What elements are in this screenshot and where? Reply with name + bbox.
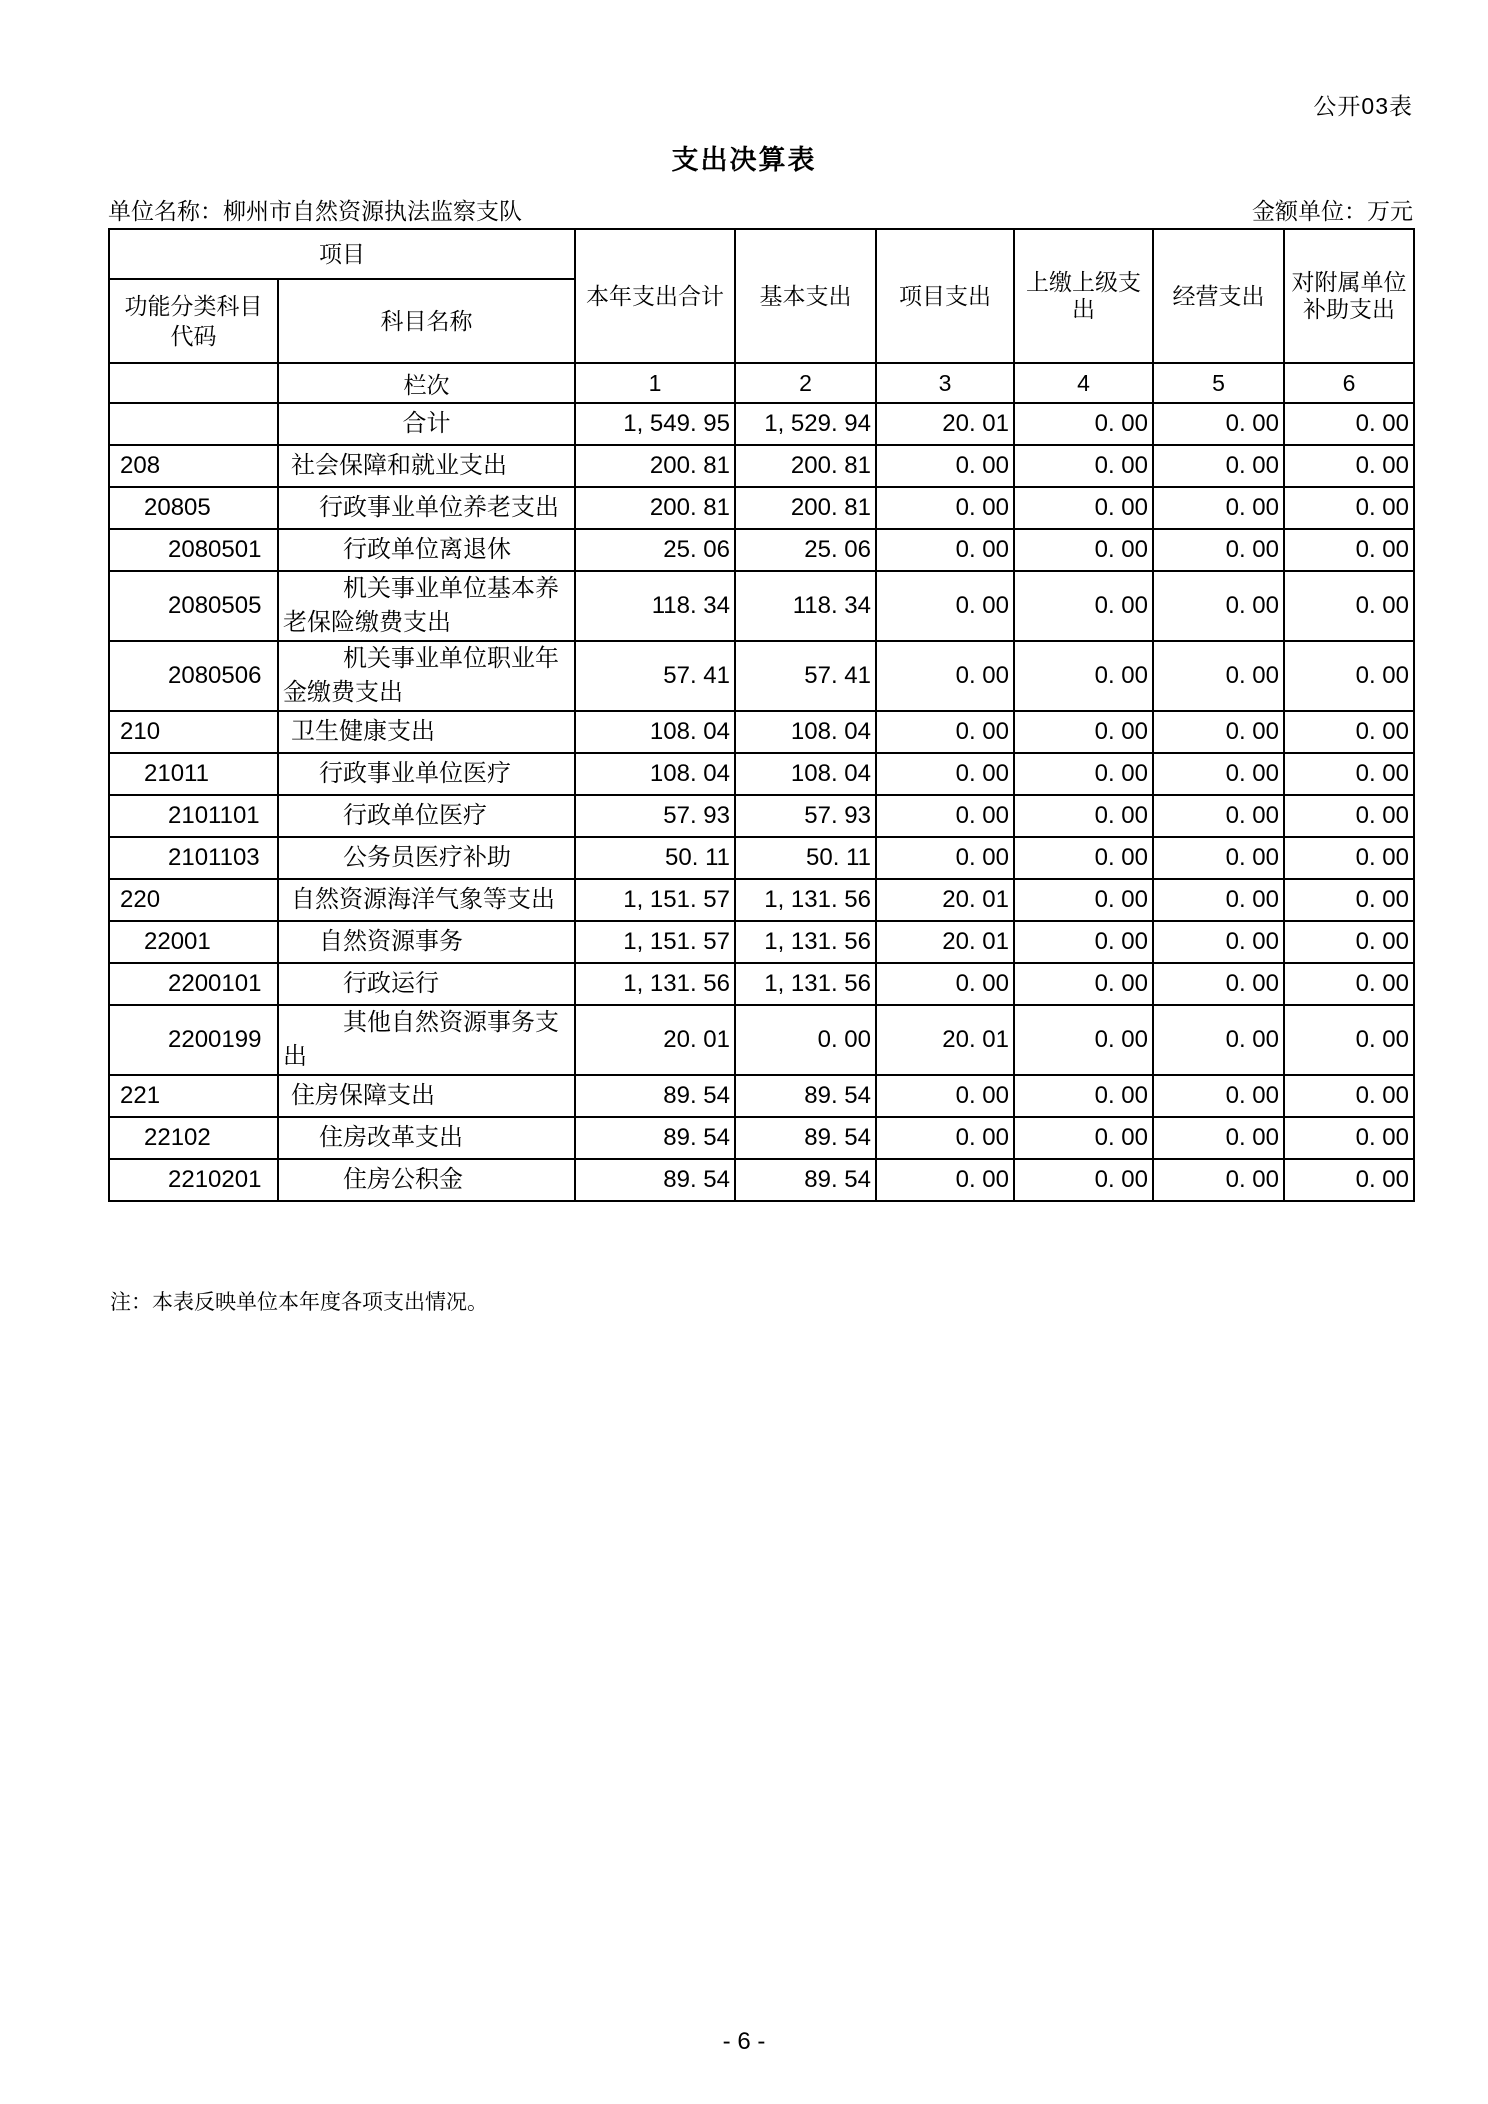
- amount-cell: 57. 93: [735, 795, 876, 837]
- subject-code-cell: 2080501: [109, 529, 278, 571]
- subject-code-cell: 221: [109, 1075, 278, 1117]
- table-row: [109, 753, 1414, 795]
- table-row: [109, 487, 1414, 529]
- amount-cell: 57. 93: [575, 795, 735, 837]
- amount-cell: 0. 00: [1153, 403, 1284, 445]
- amount-cell: 50. 11: [735, 837, 876, 879]
- subject-name-cell: 机关事业单位基本养老保险缴费支出: [278, 571, 575, 641]
- subject-code-cell: 2080506: [109, 641, 278, 711]
- amount-cell: 0. 00: [1014, 879, 1153, 921]
- subject-name-cell: 卫生健康支出: [278, 711, 575, 753]
- table-row: [109, 445, 1414, 487]
- amount-cell: 0. 00: [1284, 1005, 1414, 1075]
- header-upturn-expenditure: 上缴上级支出: [1014, 229, 1153, 363]
- amount-cell: 50. 11: [575, 837, 735, 879]
- subject-code-cell: 2080505: [109, 571, 278, 641]
- amount-cell: 0. 00: [1153, 921, 1284, 963]
- amount-cell: 0. 00: [876, 571, 1014, 641]
- subject-name-cell: 自然资源事务: [278, 921, 575, 963]
- amount-cell: 0. 00: [735, 1005, 876, 1075]
- amount-cell: 0. 00: [1014, 1159, 1153, 1201]
- subject-code-cell: 208: [109, 445, 278, 487]
- table-row: [109, 879, 1414, 921]
- amount-cell: 118. 34: [575, 571, 735, 641]
- table-meta-row: [108, 193, 1413, 226]
- amount-cell: 20. 01: [876, 879, 1014, 921]
- amount-cell: 0. 00: [1153, 1005, 1284, 1075]
- subject-name-cell: 自然资源海洋气象等支出: [278, 879, 575, 921]
- amount-cell: 1, 151. 57: [575, 879, 735, 921]
- amount-cell: 0. 00: [876, 795, 1014, 837]
- column-index-5: 5: [1153, 363, 1284, 403]
- amount-cell: 0. 00: [876, 445, 1014, 487]
- amount-cell: 20. 01: [876, 921, 1014, 963]
- table-row: [109, 795, 1414, 837]
- amount-cell: 0. 00: [1153, 1075, 1284, 1117]
- header-function-code: 功能分类科目代码: [109, 279, 278, 363]
- amount-cell: 0. 00: [1014, 1117, 1153, 1159]
- amount-cell: 20. 01: [876, 1005, 1014, 1075]
- page-title: 支出决算表: [671, 145, 817, 175]
- amount-cell: 0. 00: [1284, 403, 1414, 445]
- amount-cell: 0. 00: [1153, 963, 1284, 1005]
- amount-cell: 0. 00: [1284, 571, 1414, 641]
- table-row: [109, 711, 1414, 753]
- amount-cell: 0. 00: [1014, 795, 1153, 837]
- amount-cell: 0. 00: [1153, 529, 1284, 571]
- subject-name-cell: 行政运行: [278, 963, 575, 1005]
- amount-cell: 0. 00: [1153, 1117, 1284, 1159]
- amount-cell: 0. 00: [1153, 753, 1284, 795]
- amount-cell: 0. 00: [1284, 921, 1414, 963]
- amount-cell: 0. 00: [1014, 963, 1153, 1005]
- amount-cell: 0. 00: [1284, 837, 1414, 879]
- subject-name-cell: 行政单位离退休: [278, 529, 575, 571]
- table-row: [109, 1075, 1414, 1117]
- amount-cell: 57. 41: [575, 641, 735, 711]
- amount-cell: 0. 00: [876, 1117, 1014, 1159]
- amount-cell: 0. 00: [1014, 571, 1153, 641]
- table-footnote: 注：本表反映单位本年度各项支出情况。: [110, 1291, 488, 1314]
- amount-cell: 0. 00: [1153, 795, 1284, 837]
- amount-cell: 0. 00: [876, 1159, 1014, 1201]
- column-index-4: 4: [1014, 363, 1153, 403]
- header-subsidy-expenditure: 对附属单位补助支出: [1284, 229, 1414, 363]
- column-index-2: 2: [735, 363, 876, 403]
- table-row: [109, 571, 1414, 641]
- header-project-expenditure: 项目支出: [876, 229, 1014, 363]
- amount-cell: 108. 04: [735, 753, 876, 795]
- amount-cell: 89. 54: [735, 1117, 876, 1159]
- header-operating-expenditure: 经营支出: [1153, 229, 1284, 363]
- header-subject-name: 科目名称: [278, 279, 575, 363]
- header-basic-expenditure: 基本支出: [735, 229, 876, 363]
- amount-cell: 0. 00: [1284, 641, 1414, 711]
- page-number: - 6 -: [722, 2028, 766, 2055]
- amount-cell: 1, 549. 95: [575, 403, 735, 445]
- table-row: [109, 837, 1414, 879]
- table-row: [109, 529, 1414, 571]
- amount-cell: 0. 00: [1014, 711, 1153, 753]
- amount-cell: 0. 00: [1153, 711, 1284, 753]
- subject-name-cell: 住房改革支出: [278, 1117, 575, 1159]
- amount-cell: 200. 81: [735, 445, 876, 487]
- subject-code-cell: 210: [109, 711, 278, 753]
- amount-cell: 89. 54: [575, 1159, 735, 1201]
- subject-code-cell: [109, 403, 278, 445]
- expenditure-table: [108, 228, 1415, 1202]
- amount-cell: 0. 00: [1284, 711, 1414, 753]
- amount-cell: 0. 00: [1284, 529, 1414, 571]
- amount-cell: 1, 131. 56: [735, 879, 876, 921]
- amount-cell: 89. 54: [735, 1159, 876, 1201]
- amount-cell: 1, 131. 56: [575, 963, 735, 1005]
- subject-name-cell: 公务员医疗补助: [278, 837, 575, 879]
- amount-cell: 25. 06: [575, 529, 735, 571]
- form-number-label: 公开03表: [1313, 93, 1413, 119]
- header-row-project: [109, 229, 1414, 279]
- subject-code-cell: 22001: [109, 921, 278, 963]
- table-row: [109, 403, 1414, 445]
- subject-name-cell: 其他自然资源事务支出: [278, 1005, 575, 1075]
- amount-cell: 0. 00: [1014, 445, 1153, 487]
- amount-cell: 0. 00: [1284, 1159, 1414, 1201]
- subject-code-cell: 220: [109, 879, 278, 921]
- amount-cell: 0. 00: [1014, 487, 1153, 529]
- amount-cell: 0. 00: [1284, 445, 1414, 487]
- amount-cell: 108. 04: [735, 711, 876, 753]
- amount-cell: 1, 151. 57: [575, 921, 735, 963]
- amount-cell: 0. 00: [1284, 487, 1414, 529]
- column-index-6: 6: [1284, 363, 1414, 403]
- amount-cell: 0. 00: [1284, 1075, 1414, 1117]
- table-row: [109, 1159, 1414, 1201]
- amount-cell: 0. 00: [876, 837, 1014, 879]
- amount-cell: 0. 00: [876, 529, 1014, 571]
- amount-cell: 1, 131. 56: [735, 921, 876, 963]
- header-total-expenditure: 本年支出合计: [575, 229, 735, 363]
- subject-code-cell: 2101101: [109, 795, 278, 837]
- subject-code-cell: 21011: [109, 753, 278, 795]
- amount-cell: 0. 00: [1153, 571, 1284, 641]
- amount-cell: 25. 06: [735, 529, 876, 571]
- amount-cell: 200. 81: [735, 487, 876, 529]
- amount-cell: 0. 00: [1014, 529, 1153, 571]
- amount-cell: 200. 81: [575, 445, 735, 487]
- subject-code-cell: 20805: [109, 487, 278, 529]
- column-index-3: 3: [876, 363, 1014, 403]
- column-index-1: 1: [575, 363, 735, 403]
- amount-cell: 0. 00: [1153, 1159, 1284, 1201]
- amount-cell: 0. 00: [876, 753, 1014, 795]
- subject-name-cell: 行政事业单位医疗: [278, 753, 575, 795]
- amount-cell: 0. 00: [1153, 837, 1284, 879]
- unit-name-label: 单位名称：柳州市自然资源执法监察支队: [108, 198, 522, 224]
- amount-cell: 89. 54: [735, 1075, 876, 1117]
- table-row: [109, 1005, 1414, 1075]
- amount-cell: 0. 00: [876, 1075, 1014, 1117]
- subject-name-cell: 行政单位医疗: [278, 795, 575, 837]
- subject-name-cell: 住房公积金: [278, 1159, 575, 1201]
- amount-cell: 0. 00: [1284, 753, 1414, 795]
- amount-cell: 0. 00: [1284, 1117, 1414, 1159]
- header-project: 项目: [109, 229, 575, 279]
- subject-code-cell: 2200199: [109, 1005, 278, 1075]
- amount-cell: 0. 00: [1153, 879, 1284, 921]
- amount-cell: 0. 00: [1284, 879, 1414, 921]
- amount-cell: 0. 00: [1153, 487, 1284, 529]
- table-row: [109, 641, 1414, 711]
- amount-cell: 118. 34: [735, 571, 876, 641]
- amount-cell: 0. 00: [1153, 445, 1284, 487]
- subject-name-cell: 合计: [278, 403, 575, 445]
- amount-cell: 0. 00: [1014, 641, 1153, 711]
- amount-cell: 0. 00: [1014, 1075, 1153, 1117]
- amount-cell: 89. 54: [575, 1075, 735, 1117]
- amount-cell: 20. 01: [876, 403, 1014, 445]
- amount-cell: 0. 00: [876, 641, 1014, 711]
- amount-cell: 0. 00: [1284, 795, 1414, 837]
- amount-cell: 108. 04: [575, 753, 735, 795]
- amount-cell: 1, 131. 56: [735, 963, 876, 1005]
- subject-name-cell: 行政事业单位养老支出: [278, 487, 575, 529]
- amount-cell: 1, 529. 94: [735, 403, 876, 445]
- table-row: [109, 921, 1414, 963]
- subject-name-cell: 社会保障和就业支出: [278, 445, 575, 487]
- subject-code-cell: 2101103: [109, 837, 278, 879]
- column-index-empty-cell: [109, 363, 278, 403]
- column-index-row: [109, 363, 1414, 403]
- subject-name-cell: 机关事业单位职业年金缴费支出: [278, 641, 575, 711]
- column-index-label: 栏次: [278, 363, 575, 403]
- amount-cell: 0. 00: [1014, 921, 1153, 963]
- amount-cell: 20. 01: [575, 1005, 735, 1075]
- amount-cell: 0. 00: [1014, 403, 1153, 445]
- amount-cell: 0. 00: [1153, 641, 1284, 711]
- amount-cell: 89. 54: [575, 1117, 735, 1159]
- amount-unit-label: 金额单位：万元: [1252, 198, 1413, 224]
- amount-cell: 0. 00: [876, 487, 1014, 529]
- subject-code-cell: 2210201: [109, 1159, 278, 1201]
- table-row: [109, 1117, 1414, 1159]
- amount-cell: 57. 41: [735, 641, 876, 711]
- amount-cell: 0. 00: [1014, 1005, 1153, 1075]
- table-row: [109, 963, 1414, 1005]
- amount-cell: 0. 00: [1014, 837, 1153, 879]
- amount-cell: 0. 00: [876, 963, 1014, 1005]
- subject-name-cell: 住房保障支出: [278, 1075, 575, 1117]
- subject-code-cell: 22102: [109, 1117, 278, 1159]
- amount-cell: 200. 81: [575, 487, 735, 529]
- subject-code-cell: 2200101: [109, 963, 278, 1005]
- amount-cell: 0. 00: [876, 711, 1014, 753]
- amount-cell: 0. 00: [1014, 753, 1153, 795]
- amount-cell: 108. 04: [575, 711, 735, 753]
- amount-cell: 0. 00: [1284, 963, 1414, 1005]
